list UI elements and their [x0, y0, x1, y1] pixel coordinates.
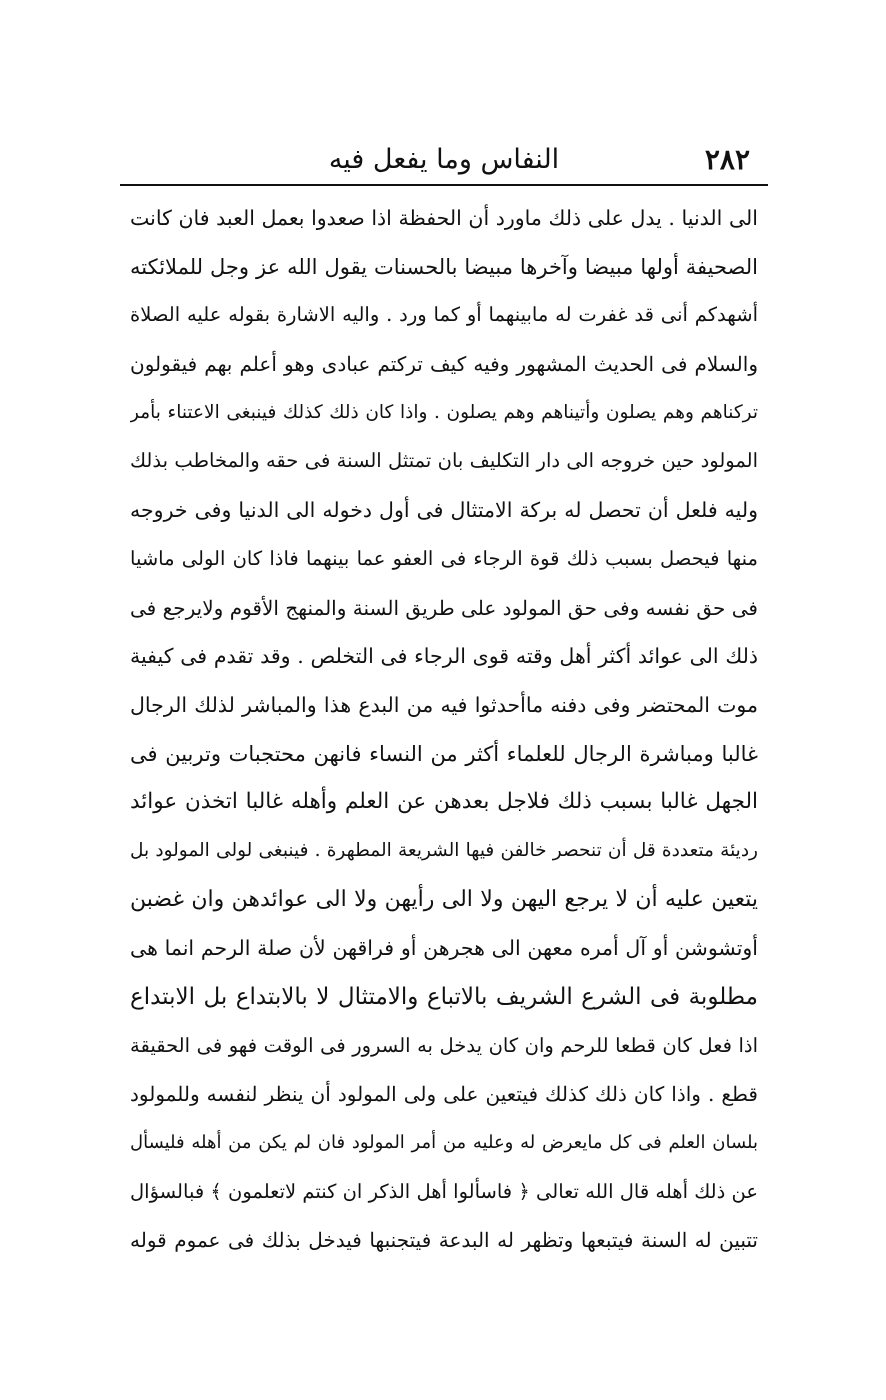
text-line: رديئة متعددة قل أن تنحصر خالفن فيها الشريعة المطهرة . فينبغى لولى المولود بل [130, 839, 758, 861]
text-line: فى حق نفسه وفى حق المولود على طريق السنة والمنهج الأقوم ولايرجع فى [130, 595, 758, 620]
text-line: اذا فعل كان قطعا للرحم وان كان يدخل به السرور فى الوقت فهو فى الحقيقة [130, 1033, 758, 1057]
text-line: الجهل غالبا بسبب ذلك فلاجل بعدهن عن العلم وأهله غالبا اتخذن عوائد [130, 789, 758, 815]
text-line: المولود حين خروجه الى دار التكليف بان تمتثل السنة فى حقه والمخاطب بذلك [130, 449, 758, 473]
text-line: غالبا ومباشرة الرجال للعلماء أكثر من النساء فانهن محتجبات وتربين فى [130, 741, 758, 766]
text-line: عن ذلك أهله قال الله تعالى ﴿ فاسألوا أهل الذكر ان كنتم لاتعلمون ﴾ فبالسؤال [130, 1179, 758, 1203]
text-line: الى الدنيا . يدل على ذلك ماورد أن الحفظة اذا صعدوا بعمل العبد فان كانت [130, 206, 758, 230]
text-line: تتبين له السنة فيتبعها وتظهر له البدعة فيتجنبها فيدخل بذلك فى عموم قوله [130, 1228, 758, 1253]
text-line: مطلوبة فى الشرع الشريف بالاتباع والامتثال لا بالابتداع بل الابتداع [130, 984, 758, 1010]
text-line: الصحيفة أولها مبيضا وآخرها مبيضا بالحسنات يقول الله عز وجل للملائكته [130, 254, 758, 279]
text-line: بلسان العلم فى كل مايعرض له وعليه من أمر المولود فان لم يكن من أهله فليسأل [130, 1132, 758, 1154]
body-text [130, 194, 758, 1265]
header-rule [120, 184, 768, 186]
running-title: النفاس وما يفعل فيه [328, 144, 560, 175]
text-line: موت المحتضر وفى دفنه ماأحدثوا فيه من البدع هذا والمباشر لذلك الرجال [130, 692, 758, 717]
text-line: تركناهم وهم يصلون وأتيناهم وهم يصلون . واذا كان ذلك كذلك فينبغى الاعتناء بأمر [130, 401, 758, 423]
text-line: أوتشوشن أو آل أمره معهن الى هجرهن أو فراقهن لأن صلة الرحم انما هى [130, 936, 758, 961]
page-number: ٢٨٢ [704, 143, 750, 176]
text-line: والسلام فى الحديث المشهور وفيه كيف تركتم عبادى وهو أعلم بهم فيقولون [130, 352, 758, 377]
page-header [120, 138, 768, 182]
text-line: وليه فلعل أن تحصل له بركة الامتثال فى أول دخوله الى الدنيا وفى خروجه [130, 498, 758, 523]
text-line: يتعين عليه أن لا يرجع اليهن ولا الى رأيهن ولا الى عوائدهن وان غضبن [130, 886, 758, 912]
text-line: منها فيحصل بسبب ذلك قوة الرجاء فى العفو عما بينهما فاذا كان الولى ماشيا [130, 546, 758, 570]
text-line: قطع . واذا كان ذلك كذلك فيتعين على ولى المولود أن ينظر لنفسه وللمولود [130, 1082, 758, 1107]
text-line: أشهدكم أنى قد غفرت له مابينهما أو كما ورد . واليه الاشارة بقوله عليه الصلاة [130, 303, 758, 327]
text-line: ذلك الى عوائد أكثر أهل وقته قوى الرجاء فى التخلص . وقد تقدم فى كيفية [130, 644, 758, 669]
